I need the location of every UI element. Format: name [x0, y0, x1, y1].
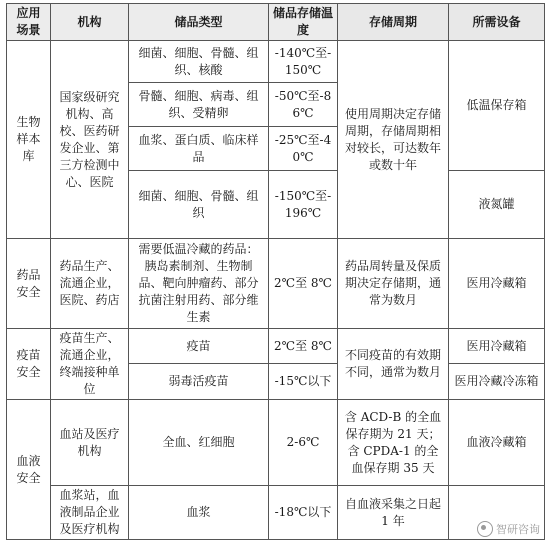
- temperature-cell: -150℃至-196℃: [269, 171, 338, 239]
- equipment-cell: 血液冷藏箱: [449, 400, 545, 486]
- equipment-cell: 医用冷藏箱: [449, 329, 545, 364]
- table-row: [7, 239, 545, 329]
- temperature-cell: -140℃至-150℃: [269, 41, 338, 83]
- type-cell: 全血、红细胞: [129, 400, 269, 486]
- period-cell: 使用周期决定存储周期，存储周期相对较长，可达数年或数十年: [338, 41, 449, 239]
- institution-cell: 血站及医疗机构: [51, 400, 129, 486]
- period-cell: 药品周转量及保质期决定存储期，通常为数月: [338, 239, 449, 329]
- watermark: [477, 521, 540, 537]
- temperature-cell: -18℃以下: [269, 486, 338, 540]
- table-row: [7, 41, 545, 83]
- temperature-cell: 2℃至 8℃: [269, 239, 338, 329]
- col-header-period: 存储周期: [338, 4, 449, 41]
- col-header-institution: 机构: [51, 4, 129, 41]
- table-row: [7, 400, 545, 486]
- scene-cell: 血液安全: [7, 400, 51, 540]
- col-header-temperature: 储品存储温度: [269, 4, 338, 41]
- equipment-cell: 医用冷藏箱: [449, 239, 545, 329]
- table-row: [7, 486, 545, 540]
- equipment-cell: 低温保存箱: [449, 41, 545, 171]
- institution-cell: 疫苗生产、流通企业，终端接种单位: [51, 329, 129, 400]
- scene-cell: 药品安全: [7, 239, 51, 329]
- col-header-equipment: 所需设备: [449, 4, 545, 41]
- temperature-cell: 2℃至 8℃: [269, 329, 338, 364]
- scene-cell: 疫苗安全: [7, 329, 51, 400]
- wechat-logo-icon: [477, 521, 493, 537]
- period-cell: 含 ACD-B 的全血保存期为 21 天；含 CPDA-1 的全血保存期 35 天: [338, 400, 449, 486]
- type-cell: 弱毒活疫苗: [129, 364, 269, 400]
- equipment-cell: 医用冷藏冷冻箱: [449, 364, 545, 400]
- type-cell: 血浆: [129, 486, 269, 540]
- period-cell: 自血液采集之日起 1 年: [338, 486, 449, 540]
- temperature-cell: 2-6℃: [269, 400, 338, 486]
- header-row: [7, 4, 545, 41]
- type-cell: 细菌、细胞、骨髓、组织: [129, 171, 269, 239]
- temperature-cell: -15℃以下: [269, 364, 338, 400]
- scene-cell: 生物样本库: [7, 41, 51, 239]
- type-cell: 疫苗: [129, 329, 269, 364]
- temperature-cell: -50℃至-86℃: [269, 83, 338, 127]
- col-header-type: 储品类型: [129, 4, 269, 41]
- table-row: [7, 329, 545, 364]
- institution-cell: 药品生产、流通企业，医院、药店: [51, 239, 129, 329]
- period-cell: 不同疫苗的有效期不同，通常为数月: [338, 329, 449, 400]
- col-header-scene: 应用场景: [7, 4, 51, 41]
- institution-cell: 血浆站，血液制品企业及医疗机构: [51, 486, 129, 540]
- equipment-cell: 液氮罐: [449, 171, 545, 239]
- type-cell: 细菌、细胞、骨髓、组织、核酸: [129, 41, 269, 83]
- temperature-cell: -25℃至-40℃: [269, 127, 338, 171]
- type-cell: 血浆、蛋白质、临床样品: [129, 127, 269, 171]
- institution-cell: 国家级研究机构、高校、医药研发企业、第三方检测中心、医院: [51, 41, 129, 239]
- type-cell: 需要低温冷藏的药品：胰岛素制剂、生物制品、靶向肿瘤药、部分抗菌注射用药、部分维生素: [129, 239, 269, 329]
- type-cell: 骨髓、细胞、病毒、组织、受精卵: [129, 83, 269, 127]
- watermark-text: 智研咨询: [496, 523, 540, 536]
- storage-table: [6, 3, 545, 540]
